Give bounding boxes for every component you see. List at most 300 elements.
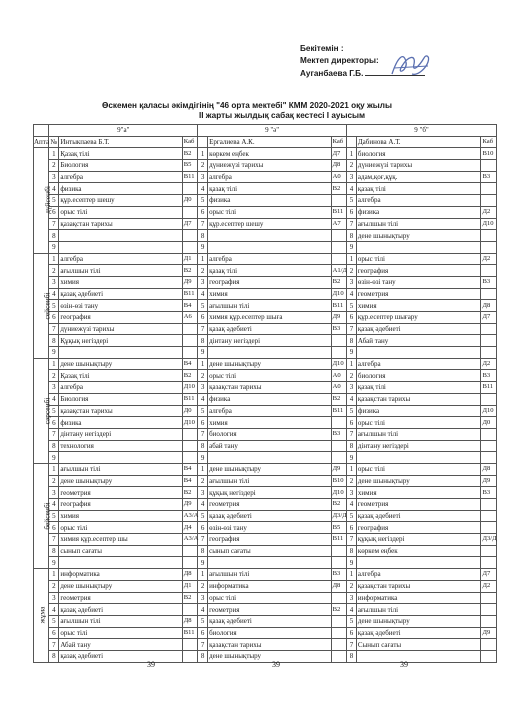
cabinet-cell	[481, 604, 497, 616]
cabinet-cell: Д1	[182, 253, 197, 265]
subject-cell: Қазақ тілі	[59, 370, 182, 382]
lesson-number: 9	[49, 241, 59, 253]
subject-cell: дүниежүзі тарихы	[208, 160, 331, 172]
cabinet-cell: В2	[331, 183, 346, 195]
cabinet-cell: В3	[481, 370, 497, 382]
header-class-row	[34, 125, 497, 137]
lesson-number: 2	[347, 160, 357, 172]
lesson-number: 6	[198, 206, 208, 218]
lesson-number: 4	[49, 288, 59, 300]
day-label: дүйсенбі	[42, 186, 52, 215]
lesson-number: 8	[198, 650, 208, 662]
cabinet-cell: Д7	[481, 569, 497, 581]
day-column-header: Апта	[34, 138, 50, 147]
lesson-number: 4	[49, 604, 59, 616]
subject-cell: ағылшын тілі	[356, 218, 481, 230]
lesson-number: 1	[347, 569, 357, 581]
cabinet-cell	[331, 592, 346, 604]
lesson-number: 3	[347, 171, 357, 183]
cabinet-cell: В10	[481, 148, 497, 160]
subject-cell: абай тану	[208, 440, 331, 452]
cabinet-cell: Д0	[481, 417, 497, 429]
subject-cell: орыс тілі	[356, 463, 481, 475]
table-row	[34, 639, 497, 651]
subject-cell: ағылшын тілі	[59, 265, 182, 277]
lesson-number: 7	[347, 639, 357, 651]
cabinet-cell	[481, 428, 497, 440]
subject-cell: дене шынықтыру	[356, 230, 481, 242]
subject-cell	[208, 241, 331, 253]
subject-cell	[356, 452, 481, 464]
subject-cell: алгебра	[208, 253, 331, 265]
lesson-number: 4	[347, 288, 357, 300]
subject-cell	[59, 452, 182, 464]
table-row	[34, 195, 497, 207]
cabinet-cell: Д2	[481, 206, 497, 218]
subject-cell: физика	[208, 195, 331, 207]
header-teacher-row	[34, 136, 497, 148]
lesson-number: 5	[347, 405, 357, 417]
table-row	[34, 545, 497, 557]
table-row	[34, 557, 497, 569]
lesson-number: 7	[347, 428, 357, 440]
cabinet-cell	[331, 253, 346, 265]
cabinet-cell	[481, 393, 497, 405]
table-row	[34, 206, 497, 218]
subject-cell: информатика	[59, 569, 182, 581]
lesson-number: 5	[198, 510, 208, 522]
subject-cell: ағылшын тілі	[208, 475, 331, 487]
cabinet-cell: Д9	[481, 627, 497, 639]
lesson-number: 6	[49, 417, 59, 429]
cabinet-cell: Д9	[331, 312, 346, 324]
lesson-number: 9	[49, 557, 59, 569]
subject-cell: информатика	[208, 580, 331, 592]
subject-cell: қазақстан тарихы	[208, 382, 331, 394]
lesson-number: 3	[49, 487, 59, 499]
lesson-number: 1	[49, 463, 59, 475]
cabinet-cell: Д10	[331, 487, 346, 499]
subject-cell: дене шынықтыру	[208, 650, 331, 662]
lesson-number: 4	[347, 393, 357, 405]
lesson-number: 2	[347, 580, 357, 592]
cabinet-cell	[331, 615, 346, 627]
subject-cell: сынып сағаты	[59, 545, 182, 557]
table-row	[34, 580, 497, 592]
table-row	[34, 312, 497, 324]
cabinet-cell: Д4	[182, 522, 197, 534]
lesson-number: 4	[49, 183, 59, 195]
table-row	[34, 393, 497, 405]
cabinet-cell	[331, 545, 346, 557]
cabinet-cell	[182, 639, 197, 651]
lesson-number: 3	[347, 487, 357, 499]
subject-cell: құр.есептер шешу	[208, 218, 331, 230]
subject-cell	[356, 241, 481, 253]
subject-cell: орыс тілі	[59, 627, 182, 639]
subject-cell: қазақ тілі	[208, 265, 331, 277]
subject-cell: биология	[356, 370, 481, 382]
lesson-number: 8	[347, 545, 357, 557]
lesson-number: 2	[347, 370, 357, 382]
lesson-number: 1	[198, 253, 208, 265]
subject-cell: орыс тілі	[59, 206, 182, 218]
table-row	[34, 452, 497, 464]
table-row	[34, 160, 497, 172]
table-row	[34, 499, 497, 511]
lesson-number: 3	[198, 382, 208, 394]
subject-cell: қазақ әдебиеті	[208, 510, 331, 522]
lesson-number: 7	[49, 218, 59, 230]
cabinet-cell	[481, 288, 497, 300]
cabinet-cell	[331, 230, 346, 242]
cabinet-cell	[481, 183, 497, 195]
lesson-number: 7	[198, 428, 208, 440]
cabinet-cell: В2	[331, 499, 346, 511]
table-row	[34, 534, 497, 546]
subject-cell: химия	[59, 510, 182, 522]
lesson-number: 3	[49, 171, 59, 183]
subject-cell: физика	[356, 206, 481, 218]
cabinet-cell	[481, 195, 497, 207]
cabinet-cell	[182, 241, 197, 253]
number-column-header	[347, 136, 357, 148]
lesson-number: 4	[198, 183, 208, 195]
cabinet-cell: В11	[331, 300, 346, 312]
day-label: бейсенбі	[42, 502, 52, 530]
cabinet-cell: Д7	[182, 218, 197, 230]
cabinet-cell: Д9	[481, 475, 497, 487]
lesson-number: 8	[198, 440, 208, 452]
cabinet-cell: Д8	[182, 569, 197, 581]
cabinet-cell: Д1	[182, 580, 197, 592]
subject-cell: география	[356, 522, 481, 534]
subject-cell: физика	[208, 393, 331, 405]
cabinet-cell	[182, 604, 197, 616]
cabinet-cell	[331, 195, 346, 207]
cabinet-cell: В3	[481, 487, 497, 499]
cabinet-cell: Д2	[481, 580, 497, 592]
subject-cell	[208, 557, 331, 569]
lesson-number: 9	[198, 452, 208, 464]
subject-cell: география	[59, 312, 182, 324]
lesson-number: 8	[347, 335, 357, 347]
subject-cell: орыс тілі	[208, 206, 331, 218]
cabinet-cell: В3	[331, 569, 346, 581]
subject-cell: көркем еңбек	[208, 148, 331, 160]
header-corner	[34, 125, 49, 137]
table-row	[34, 522, 497, 534]
lesson-number: 1	[347, 463, 357, 475]
cabinet-cell: В2	[182, 487, 197, 499]
subject-cell: қазақ әдебиеті	[59, 650, 182, 662]
cabinet-cell: А0	[331, 382, 346, 394]
subject-cell: физика	[59, 417, 182, 429]
cabinet-cell: А7	[331, 218, 346, 230]
subject-cell: өзін-өзі тану	[208, 522, 331, 534]
cabinet-cell	[481, 335, 497, 347]
title-line-1: Өскемен қаласы әкімдігінің "46 орта мектебі" КММ 2020-2021 оқу жылы	[101, 101, 392, 110]
lesson-number: 4	[347, 499, 357, 511]
subject-cell: география	[59, 499, 182, 511]
lesson-number: 6	[198, 627, 208, 639]
subject-cell: ағылшын тілі	[208, 569, 331, 581]
cabinet-cell: В11	[182, 627, 197, 639]
class-header: 9 "б"	[347, 125, 497, 137]
cabinet-cell: В4	[182, 358, 197, 370]
cabinet-cell: В2	[331, 604, 346, 616]
lesson-number: 9	[347, 347, 357, 359]
lesson-number: 8	[198, 335, 208, 347]
cabinet-cell: Д8	[481, 463, 497, 475]
table-row	[34, 440, 497, 452]
lesson-number: 7	[347, 218, 357, 230]
subject-cell: алгебра	[356, 569, 481, 581]
cabinet-cell: В2	[331, 276, 346, 288]
subject-cell: география	[208, 534, 331, 546]
cabinet-cell: В3	[481, 276, 497, 288]
lesson-number: 5	[347, 195, 357, 207]
subject-cell: алгебра	[59, 382, 182, 394]
lesson-number: 9	[49, 452, 59, 464]
day-label-cell	[34, 569, 49, 663]
cabinet-cell	[481, 241, 497, 253]
lesson-number: 6	[347, 312, 357, 324]
teacher-header: Дабинова А.Т.	[356, 136, 481, 148]
cabinet-cell: В3	[481, 171, 497, 183]
subject-cell: дене шынықтыру	[356, 615, 481, 627]
cabinet-cell: Д2	[481, 358, 497, 370]
page-number-middle: 39	[272, 660, 280, 669]
lesson-number: 4	[198, 393, 208, 405]
cabinet-cell: В11	[331, 405, 346, 417]
subject-cell: геометрия	[208, 604, 331, 616]
lesson-number: 3	[49, 276, 59, 288]
lesson-number: 8	[347, 440, 357, 452]
lesson-number: 1	[347, 148, 357, 160]
cabinet-cell: В11	[331, 534, 346, 546]
lesson-number: 5	[49, 615, 59, 627]
subject-cell: ағылшын тілі	[356, 428, 481, 440]
table-row	[34, 323, 497, 335]
lesson-number: 1	[49, 569, 59, 581]
lesson-number: 8	[347, 230, 357, 242]
lesson-number: 1	[198, 569, 208, 581]
schedule-table	[33, 124, 497, 663]
cabinet-cell	[331, 557, 346, 569]
cabinet-cell	[182, 452, 197, 464]
lesson-number: 8	[198, 230, 208, 242]
table-row	[34, 300, 497, 312]
subject-cell: химия	[208, 288, 331, 300]
lesson-number: 3	[198, 592, 208, 604]
table-row	[34, 604, 497, 616]
subject-cell: Абай тану	[59, 639, 182, 651]
subject-cell: өзін-өзі тану	[356, 276, 481, 288]
subject-cell: Биология	[59, 393, 182, 405]
lesson-number: 2	[198, 265, 208, 277]
lesson-number: 8	[49, 440, 59, 452]
lesson-number: 3	[49, 382, 59, 394]
cabinet-cell	[182, 183, 197, 195]
subject-cell: қазақ әдебиеті	[356, 323, 481, 335]
lesson-number: 3	[198, 487, 208, 499]
subject-cell: дене шынықтыру	[59, 358, 182, 370]
cabinet-cell	[182, 206, 197, 218]
cabinet-cell: А3/А	[182, 534, 197, 546]
cabinet-cell: В4	[182, 463, 197, 475]
cabinet-cell	[331, 335, 346, 347]
lesson-number: 6	[49, 206, 59, 218]
lesson-number: 1	[198, 148, 208, 160]
lesson-number: 8	[49, 335, 59, 347]
subject-cell: дене шынықтыру	[356, 475, 481, 487]
subject-cell: алгебра	[59, 253, 182, 265]
lesson-number: 7	[49, 534, 59, 546]
lesson-number: 6	[198, 522, 208, 534]
cabinet-cell: Д2	[481, 253, 497, 265]
lesson-number: 4	[49, 499, 59, 511]
cabinet-cell	[182, 230, 197, 242]
lesson-number: 4	[347, 183, 357, 195]
lesson-number: 6	[198, 417, 208, 429]
subject-cell: құр.есептер шығару	[356, 312, 481, 324]
signature-stamp	[388, 48, 434, 82]
lesson-number: 7	[49, 428, 59, 440]
day-label-cell	[34, 148, 52, 253]
subject-cell: алгебра	[356, 358, 481, 370]
subject-cell: химия құр.есептер шы	[59, 534, 182, 546]
lesson-number: 5	[49, 195, 59, 207]
subject-cell: дүниежүзі тарихы	[356, 160, 481, 172]
lesson-number: 8	[49, 650, 59, 662]
subject-cell: химия	[59, 276, 182, 288]
cabinet-cell	[331, 650, 346, 662]
page-number-right: 39	[400, 660, 408, 669]
cabinet-cell: Д8	[182, 615, 197, 627]
subject-cell: Қазақ тілі	[59, 148, 182, 160]
subject-cell: қазақстан тарихы	[59, 405, 182, 417]
lesson-number: 2	[198, 580, 208, 592]
lesson-number: 5	[49, 405, 59, 417]
cabinet-cell: В2	[182, 265, 197, 277]
class-header: 9 "ә"	[198, 125, 347, 137]
subject-cell: алгебра	[208, 171, 331, 183]
subject-cell	[208, 452, 331, 464]
lesson-number: 2	[49, 580, 59, 592]
class-header: 9"а"	[49, 125, 198, 137]
subject-cell: қазақ әдебиеті	[356, 510, 481, 522]
subject-cell: қазақстан тарихы	[59, 218, 182, 230]
cabinet-cell	[481, 452, 497, 464]
subject-cell	[59, 241, 182, 253]
subject-cell: сынып сағаты	[208, 545, 331, 557]
cabinet-cell	[481, 592, 497, 604]
lesson-number: 1	[347, 253, 357, 265]
lesson-number: 2	[49, 160, 59, 172]
subject-cell: қазақ әдебиеті	[208, 323, 331, 335]
lesson-number: 1	[198, 463, 208, 475]
cabinet-header: Каб	[182, 136, 197, 148]
lesson-number: 6	[49, 627, 59, 639]
cabinet-cell: В4	[182, 475, 197, 487]
lesson-number: 6	[347, 522, 357, 534]
cabinet-cell: В11	[182, 393, 197, 405]
number-column-header: №	[50, 138, 58, 147]
subject-cell: өзін-өзі тану	[59, 300, 182, 312]
cabinet-cell: В3	[331, 323, 346, 335]
cabinet-cell: Д0	[182, 195, 197, 207]
day-label: сейсенбі	[42, 292, 52, 320]
subject-cell: қазақ әдебиеті	[356, 627, 481, 639]
lesson-number: 7	[49, 639, 59, 651]
lesson-number: 3	[347, 276, 357, 288]
teacher-header: Интыкпаева Б.Т.	[59, 136, 182, 148]
lesson-number: 3	[198, 171, 208, 183]
subject-cell	[59, 557, 182, 569]
lesson-number: 5	[198, 195, 208, 207]
cabinet-cell	[331, 440, 346, 452]
cabinet-cell	[481, 545, 497, 557]
lesson-number: 8	[49, 545, 59, 557]
day-label-cell	[34, 358, 52, 463]
lesson-number: 5	[49, 300, 59, 312]
subject-cell: Құқық негіздері	[59, 335, 182, 347]
cabinet-cell	[182, 650, 197, 662]
cabinet-cell	[481, 440, 497, 452]
lesson-number: 5	[198, 405, 208, 417]
table-row	[34, 288, 497, 300]
lesson-number: 6	[347, 206, 357, 218]
cabinet-cell: Д7	[331, 148, 346, 160]
subject-cell: химия	[356, 300, 481, 312]
cabinet-cell: В2	[182, 592, 197, 604]
lesson-number: 8	[198, 545, 208, 557]
lesson-number: 8	[49, 230, 59, 242]
lesson-number: 5	[49, 510, 59, 522]
cabinet-cell	[481, 265, 497, 277]
lesson-number: 6	[49, 312, 59, 324]
cabinet-cell	[331, 417, 346, 429]
day-label: сәрсенбі	[42, 397, 52, 425]
cabinet-cell: А3/А	[182, 510, 197, 522]
cabinet-cell	[331, 452, 346, 464]
subject-cell: дүниежүзі тарихы	[59, 323, 182, 335]
subject-cell: Сынып сағаты	[356, 639, 481, 651]
cabinet-cell: Д8	[481, 300, 497, 312]
approval-title: Бекітемін :	[300, 44, 344, 53]
cabinet-cell: Д10	[182, 417, 197, 429]
teacher-header: Ергалиева А.К.	[208, 136, 331, 148]
subject-cell: геометрия	[208, 499, 331, 511]
lesson-number: 2	[198, 370, 208, 382]
lesson-number: 4	[198, 604, 208, 616]
table-row	[34, 171, 497, 183]
lesson-number: 5	[347, 300, 357, 312]
subject-cell	[59, 230, 182, 242]
title-line-2: ІІ жарты жылдық сабақ кестесі І ауысым	[198, 111, 366, 120]
cabinet-cell: В2	[182, 370, 197, 382]
lesson-number: 7	[198, 639, 208, 651]
table-row	[34, 370, 497, 382]
lesson-number: 5	[198, 615, 208, 627]
subject-cell: химия	[356, 487, 481, 499]
lesson-number: 7	[49, 323, 59, 335]
approval-name: Ауганбаева Г.Б.	[300, 69, 364, 78]
day-label: жұма	[37, 607, 47, 624]
cabinet-cell: В3	[331, 428, 346, 440]
lesson-number: 2	[198, 160, 208, 172]
